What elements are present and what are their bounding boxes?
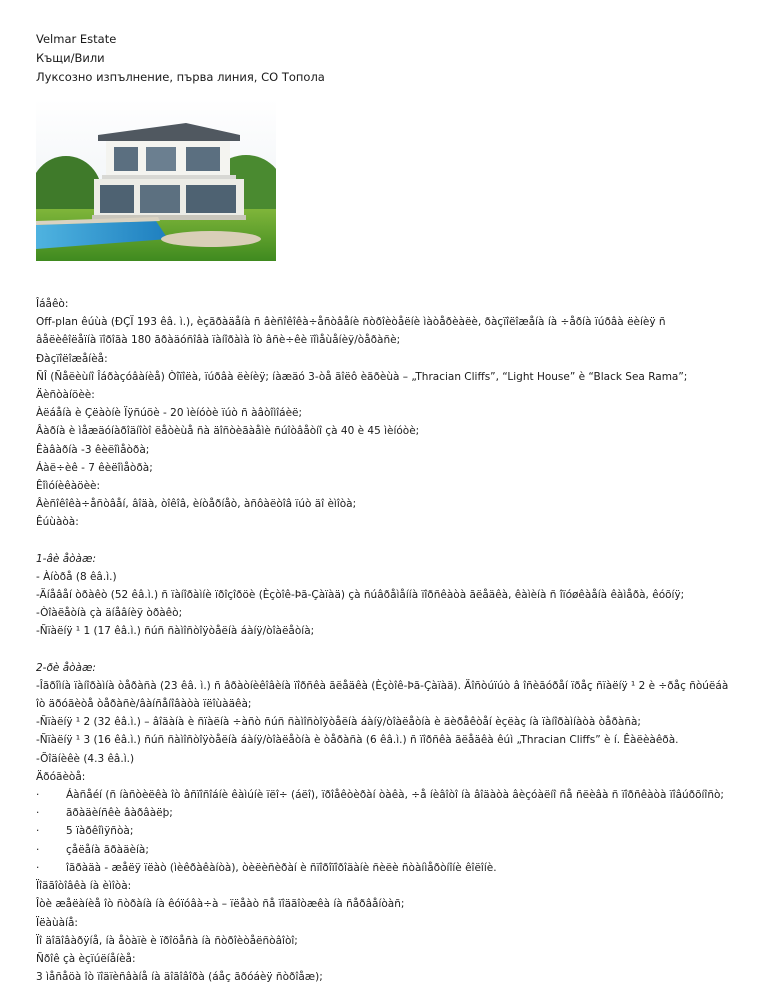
description-line: âåëèêîëåïíà ïîðîãà 180 ãðàäóñîâà ïàíîðàìà îò âñè÷êè ïîìåùåíèÿ/òåðàñè;: [36, 334, 401, 347]
description-line: îò äðóãèòå òåðàñè/âàíñåíîâàòà ïëîùàäêà;: [36, 698, 252, 711]
description-line: Îòè æåëàíèå îò ñòðàíà íà êóïóâà÷à – ïëåàò ñå ïîäãîòæêà íà ñåðâåíòàñ;: [36, 898, 405, 911]
bullet-text: îãðàäà - æåëÿ ïëàò (ìèêðàêàíòà), òèëèñèðàí è ñïîðîïîðîäàíè ñèëè ñòàíìåðòíîíè êîëîíè.: [66, 861, 497, 874]
description-line: Îáåêò:: [36, 298, 69, 310]
property-image: [36, 99, 276, 261]
description-line: - Àíòðå (8 êâ.ì.): [36, 570, 117, 583]
description-line: -Òîàëåòíà çà äíåâíèÿ òðàêò;: [36, 607, 183, 620]
description-line: -Ñïàëíÿ ¹ 3 (16 êâ.ì.) ñúñ ñàìîñòîÿòåëíà áàíÿ/òîàëåòíà è òåðàñà (6 êâ.ì.) ñ ïîðñêà ãëåäêà êúì „Thracian Cliffs” è í. Êàëèàêðà.: [36, 734, 679, 747]
description-line: Êàâàðíà -3 êèëîìåòðà;: [36, 443, 150, 456]
description-line: Off-plan êúùà (ÐÇÏ 193 êâ. ì.), èçãðàäåíà ñ âèñîêîêà÷åñòâåíè ñòðîèòåëíè ìàòåðèàëè, ðàçïîëîæåíà íà ÷åðíà ïúðâà ëèíèÿ ñ: [36, 316, 666, 329]
description-line: Êúùàòà:: [36, 516, 79, 529]
description-line: Áàë÷èê - 7 êèëîìåòðà;: [36, 461, 153, 474]
bullet-text: çåëåíà ãðàäèíà;: [66, 843, 149, 856]
description-line: Ïîäãîòîâêà íà èìîòà:: [36, 880, 132, 893]
category: Къщи/Вили: [36, 51, 105, 65]
description-line: Äèñòàíöèè:: [36, 389, 95, 402]
bullet-item: [36, 841, 748, 859]
bullet-dot: ·: [36, 843, 40, 856]
bullet-text: Áàñåéí (ñ íàñòèëêà îò âñïîñîáíè êàìúíè ïëî÷ (áëî), ïðîåêòèðàí òàêà, ÷å íèâîòî íà âîäàòà âèçóàëíî ñå ñëèâà ñ ïîðñêàòà ïîâúðõíîñò;: [66, 789, 724, 802]
description-line: -Äíåâåí òðàêò (52 êâ.ì.) ñ ïàíîðàìíè ïðîçîðöè (Èçòîê-Þã-Çàïàä) çà ñúâðåìåííà ïîðñêàòà ãëåäêà, êàìèíà ñ îïóøêàåíà êàìåðà, êóõíÿ;: [36, 589, 685, 602]
description-line: -Õîäíèêè (4.3 êâ.ì.): [36, 752, 135, 765]
bullet-dot: ·: [36, 789, 40, 802]
description-line: ÑÎ (Ñåëèùíî Îáðàçóâàíèå) Òîïîëà, ïúðâà ëèíèÿ; íàæäó 3-òå ãîëô èãðèùà – „Thracian Cliffs”, “Light House” è “Black Sea Rama”;: [36, 370, 688, 383]
description-line: 3 ìåñåöà îò ïîäïèñâàíå íà äîãîâîðà (áåç ãðóáèÿ ñòðîåæ);: [36, 971, 323, 984]
description-line: Êîìóíèêàöèè:: [36, 480, 101, 493]
description-line: Äðóãèòå:: [36, 770, 86, 783]
bullet-dot: ·: [36, 825, 40, 838]
bullet-dot: ·: [36, 861, 40, 874]
description-line: Âàðíà è ìåæäóíàðîäíîòî ëåòèùå ñà äîñòèãàåìè ñúîòâåòíî çà 40 è 45 ìèíóòè;: [36, 425, 420, 438]
description-line: Àëáåíà è Çëàòíè Ïÿñúöè - 20 ìèíóòè ïúò ñ àâòîìîáèë;: [36, 407, 303, 420]
description-line: Ïëàùàíå:: [36, 916, 78, 929]
description-line: Âèñîêîêà÷åñòâåí, âîäà, òîêîâ, èíòåðíåò, àñôàëòîâ ïúò äî èìîòà;: [36, 498, 357, 511]
description-line: -Ñïàëíÿ ¹ 1 (17 êâ.ì.) ñúñ ñàìîñòîÿòåëíà áàíÿ/òîàëåòíà;: [36, 625, 315, 638]
company-name: Velmar Estate: [36, 32, 117, 46]
listing-subtitle: Луксозно изпълнение, първа линия, СО Топола: [36, 70, 325, 84]
listing-description: [36, 295, 748, 986]
description-line: Ïî äîãîâàðÿíå, íà åòàïè è ïðîöåñà íà ñòðîèòåëñòâîòî;: [36, 934, 298, 947]
bullet-dot: ·: [36, 807, 40, 820]
description-line: 2-ðè åòàæ:: [36, 661, 96, 674]
description-line: -Ñïàëíÿ ¹ 2 (32 êâ.ì.) – âîäàíà è ñïàëíà ÷àñò ñúñ ñàìîñòîÿòåëíà áàíÿ/òîàëåòíà è äèðåêòåí èçëàç íà ïàíîðàìíàòà òåðàñà;: [36, 716, 641, 729]
bullet-item: [36, 804, 748, 822]
description-line: Ðàçïîëîæåíèå:: [36, 352, 108, 365]
description-line: 1-âè åòàæ:: [36, 552, 96, 565]
bullet-text: 5 ïàðêîìÿñòà;: [66, 825, 134, 838]
bullet-item: [36, 859, 748, 877]
description-line: Ñðîê çà èçïúëíåíèå:: [36, 952, 136, 965]
bullet-text: ãðàäèíñêè âàðâàëþ;: [66, 807, 173, 820]
bullet-item: [36, 822, 748, 840]
bullet-item: [36, 786, 748, 804]
description-line: -Îãðîìíà ïàíîðàìíà òåðàñà (23 êâ. ì.) ñ âðàòíèêîâèíà ïîðñêà ãëåäêà (Èçòîê-Þã-Çàïàä). Äîñòúïúò â îñèãóðåí ïðåç ñïàëíÿ ¹ 2 è ÷ðåç ñòúëáà: [36, 679, 729, 692]
